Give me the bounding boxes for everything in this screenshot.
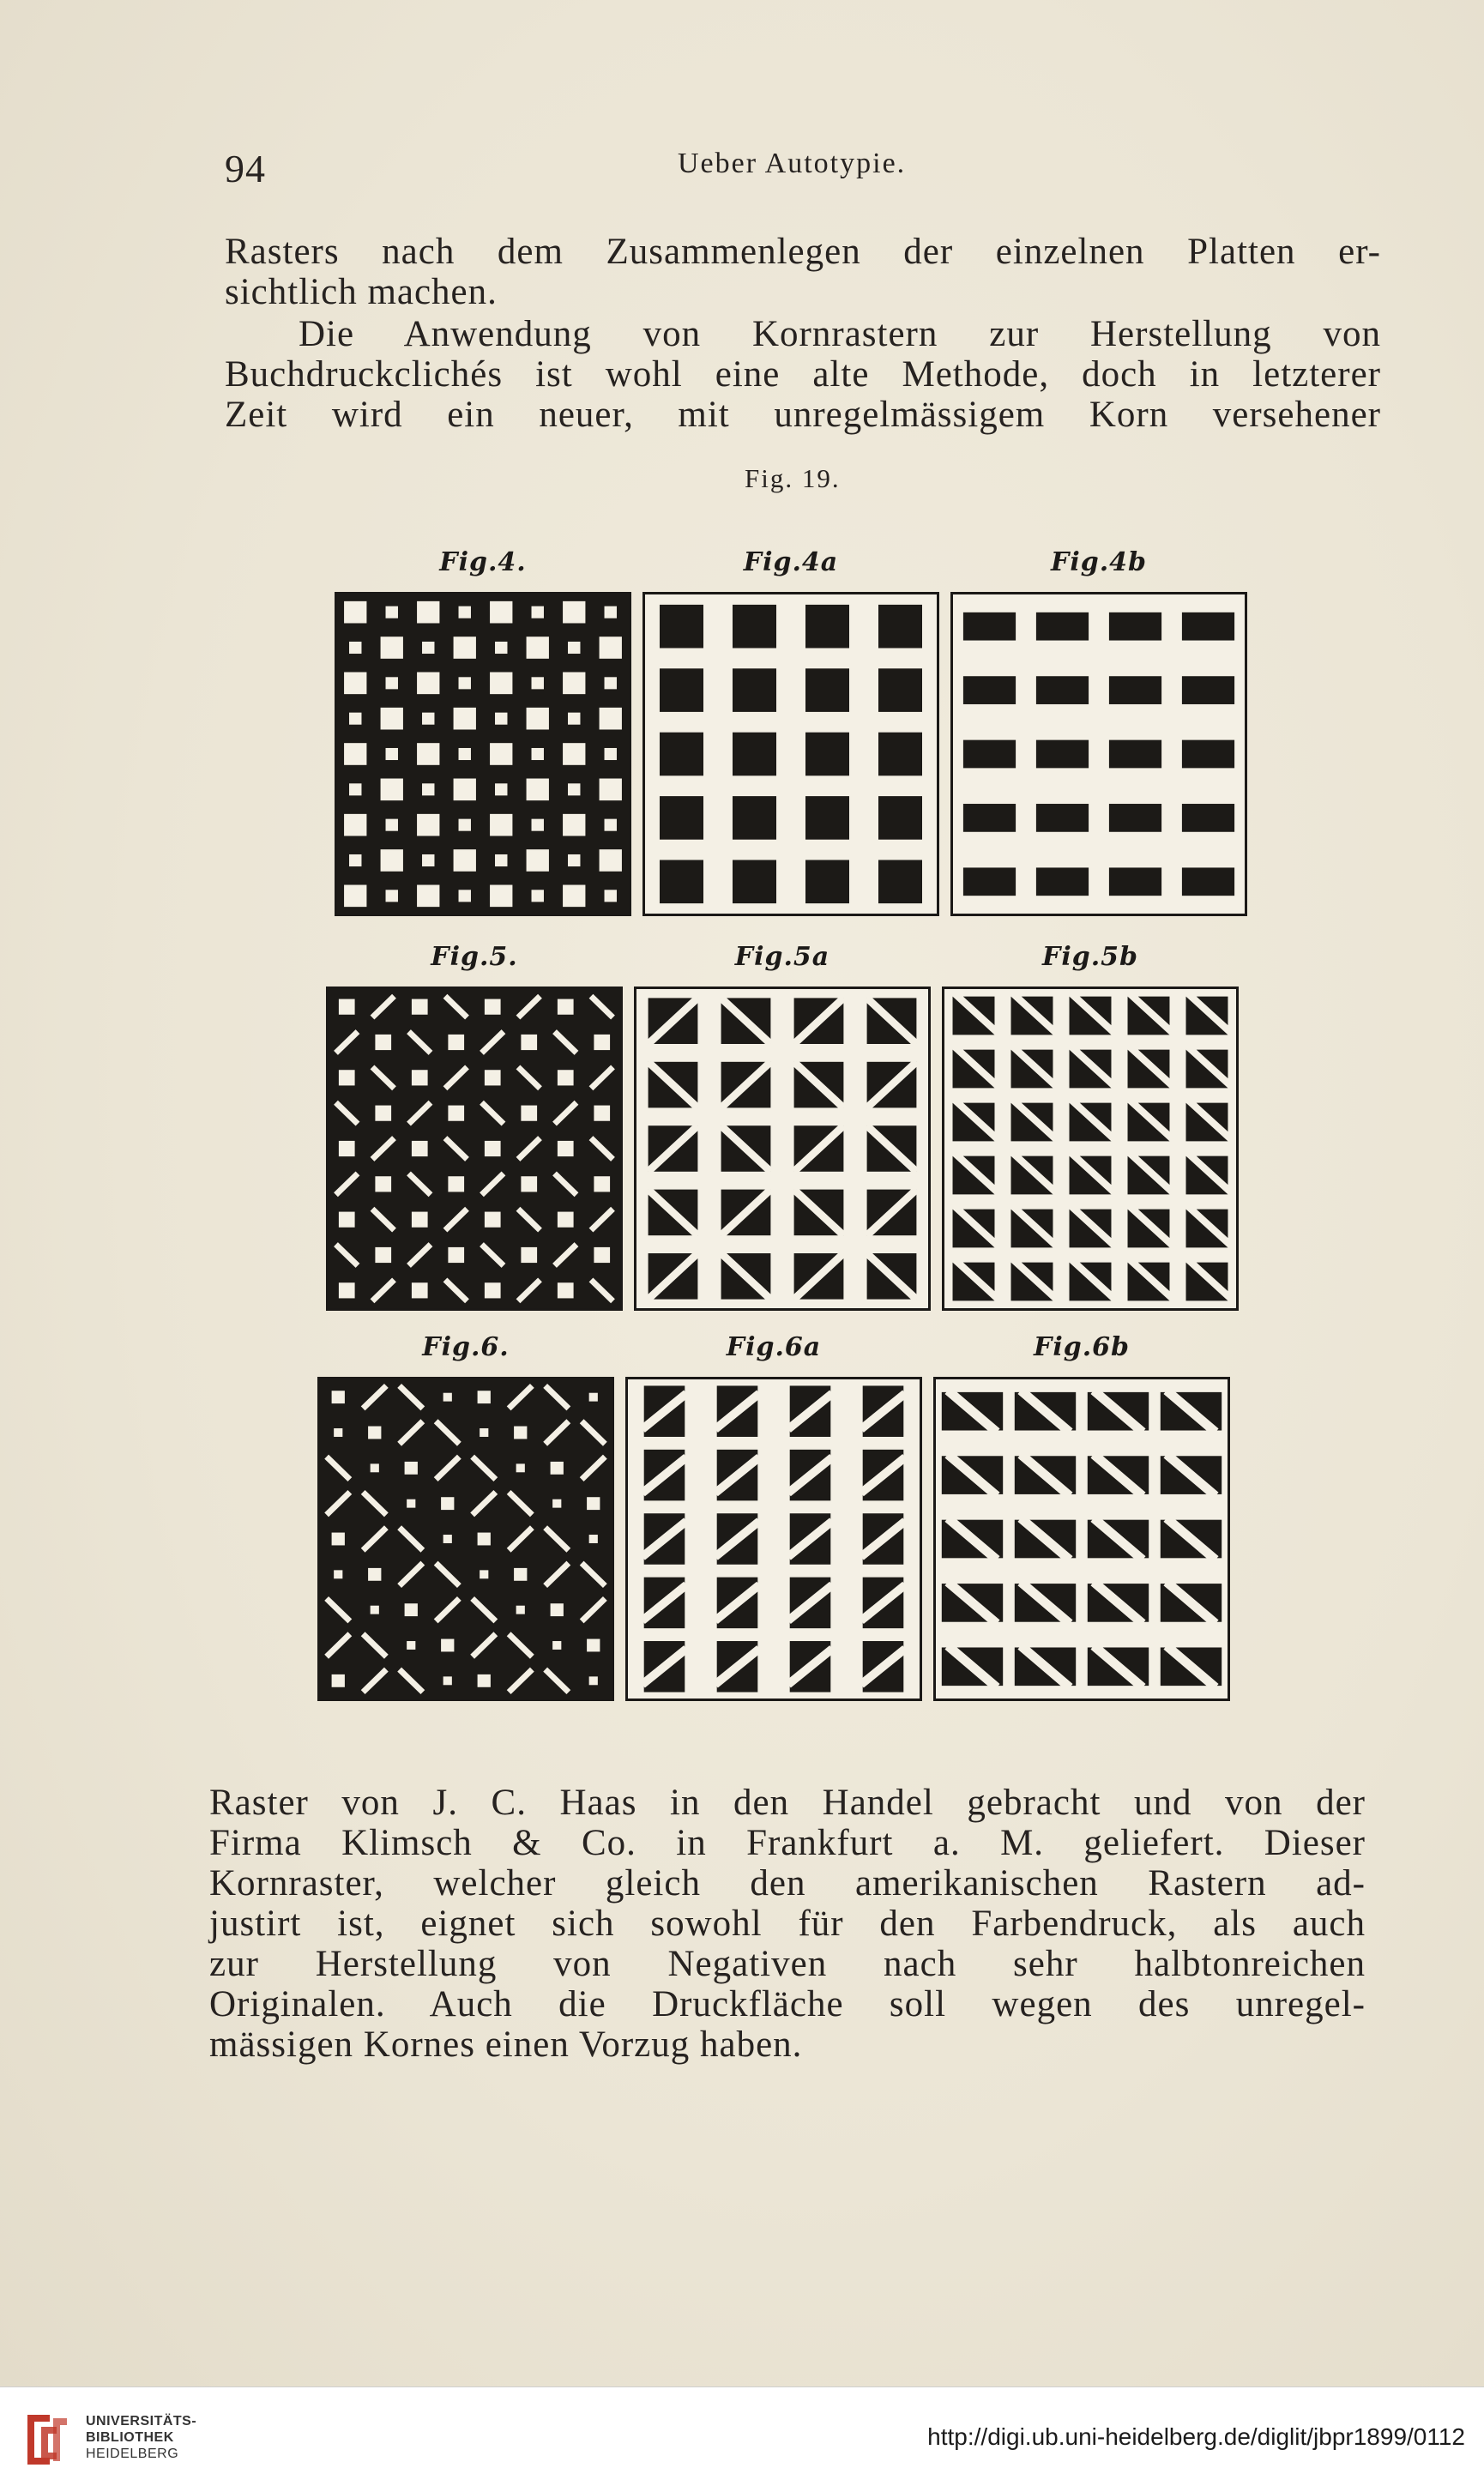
library-name-line: UNIVERSITÄTS- [86,2414,197,2429]
page-number: 94 [225,147,266,190]
figure-panel-checker-diagonal [326,987,623,1311]
figure-panel-label: Fig.6b [1034,1332,1130,1362]
figure-panel-dark-squares [642,592,939,916]
raster-pattern [337,594,629,914]
figure-panel-label: Fig.4. [439,547,527,577]
figure-panel-dark-squares-wide [950,592,1247,916]
figure-panel-slash-columns [625,1377,922,1701]
figure-panel-label: Fig.4b [1051,547,1147,577]
footer-bar [0,2386,1484,2492]
figure-panel-label: Fig.6. [422,1332,510,1362]
text-line: Die Anwendung von Kornrastern zur Herstellung von [299,314,1381,354]
paragraph-3 [209,1783,1366,2065]
figure-caption: Fig. 19. [745,463,841,493]
figure-panel-diagonal-tiles [634,987,931,1311]
figure-panel-label: Fig.6a [726,1332,822,1362]
raster-pattern [953,594,1245,914]
figure-panel-diagonal-tiles-wide [942,987,1239,1311]
library-name-line: HEIDELBERG [86,2447,179,2461]
text-line: Originalen. Auch die Druckfläche soll wegen des unregel- [209,1984,1366,2024]
text-line: sichtlich machen. [225,272,498,312]
library-name-line: BIBLIOTHEK [86,2430,174,2445]
university-library-logo-icon[interactable] [15,2410,75,2470]
text-line: Raster von J. C. Haas in den Handel gebracht und von der [209,1783,1366,1823]
text-line: Zeit wird ein neuer, mit unregelmässigem Korn versehener [225,395,1381,435]
figure-panel-label: Fig.5. [431,942,518,972]
text-line: Buchdruckclichés ist wohl eine alte Methode, doch in letzterer [225,354,1381,395]
figure-panel-slash-rows [933,1377,1230,1701]
figure-panel-checker-slashes [317,1377,614,1701]
figure-panel-label: Fig.4a [743,547,839,577]
text-line: Firma Klimsch & Co. in Frankfurt a. M. geliefert. Dieser [209,1823,1366,1863]
paragraph-2 [225,314,1381,435]
text-line: mässigen Kornes einen Vorzug haben. [209,2024,803,2065]
raster-pattern [636,989,928,1308]
figure-panel-label: Fig.5b [1042,942,1138,972]
library-name [86,2413,196,2462]
raster-pattern [329,989,620,1308]
text-line: zur Herstellung von Negativen nach sehr halbtonreichen [209,1944,1366,1984]
raster-pattern [320,1379,612,1699]
text-line: justirt ist, eignet sich sowohl für den Farbendruck, als auch [209,1904,1366,1944]
raster-pattern [628,1379,920,1699]
figure-panel-label: Fig.5a [734,942,830,972]
figure-panel-checker-squares [335,592,631,916]
text-line: Rasters nach dem Zusammenlegen der einzelnen Platten er- [225,232,1381,272]
raster-pattern [944,989,1236,1308]
raster-pattern [645,594,937,914]
paragraph-1 [225,232,1381,312]
source-url-link[interactable]: http://digi.ub.uni-heidelberg.de/diglit/jbpr1899/0112 [927,2423,1465,2450]
raster-pattern [936,1379,1228,1699]
running-head: Ueber Autotypie. [678,148,907,179]
text-line: Kornraster, welcher gleich den amerikanischen Rastern ad- [209,1863,1366,1904]
